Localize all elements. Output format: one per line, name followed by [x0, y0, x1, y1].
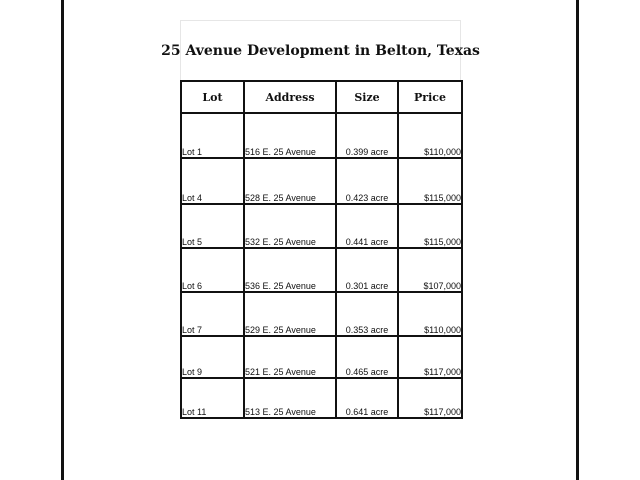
cell-size: 0.441 acre — [336, 204, 398, 248]
cell-address: 532 E. 25 Avenue — [244, 204, 336, 248]
cell-lot: Lot 1 — [181, 113, 244, 158]
header-price: Price — [398, 81, 462, 113]
header-address: Address — [244, 81, 336, 113]
header-lot: Lot — [181, 81, 244, 113]
table-row — [181, 248, 462, 292]
cell-size: 0.423 acre — [336, 158, 398, 204]
table-row — [181, 292, 462, 336]
cell-price: $117,000 — [398, 378, 462, 418]
cell-size: 0.301 acre — [336, 248, 398, 292]
header-size: Size — [336, 81, 398, 113]
cell-address: 516 E. 25 Avenue — [244, 113, 336, 158]
cell-size: 0.641 acre — [336, 378, 398, 418]
cell-address: 521 E. 25 Avenue — [244, 336, 336, 378]
lots-table — [180, 80, 463, 419]
table-row — [181, 113, 462, 158]
cell-lot: Lot 5 — [181, 204, 244, 248]
page-border-right — [576, 0, 579, 480]
cell-price: $117,000 — [398, 336, 462, 378]
table-row — [181, 378, 462, 418]
cell-address: 529 E. 25 Avenue — [244, 292, 336, 336]
cell-price: $115,000 — [398, 204, 462, 248]
lot-listing-document — [161, 20, 480, 419]
cell-lot: Lot 6 — [181, 248, 244, 292]
cell-lot: Lot 9 — [181, 336, 244, 378]
document-title: 25 Avenue Development in Belton, Texas — [161, 42, 480, 59]
cell-size: 0.399 acre — [336, 113, 398, 158]
cell-address: 536 E. 25 Avenue — [244, 248, 336, 292]
cell-size: 0.465 acre — [336, 336, 398, 378]
table-row — [181, 336, 462, 378]
cell-price: $107,000 — [398, 248, 462, 292]
cell-price: $110,000 — [398, 113, 462, 158]
title-box — [161, 20, 480, 80]
cell-price: $110,000 — [398, 292, 462, 336]
cell-lot: Lot 11 — [181, 378, 244, 418]
cell-lot: Lot 4 — [181, 158, 244, 204]
page-border-left — [61, 0, 64, 480]
cell-lot: Lot 7 — [181, 292, 244, 336]
table-row — [181, 158, 462, 204]
table-row — [181, 204, 462, 248]
cell-size: 0.353 acre — [336, 292, 398, 336]
cell-price: $115,000 — [398, 158, 462, 204]
cell-address: 513 E. 25 Avenue — [244, 378, 336, 418]
cell-address: 528 E. 25 Avenue — [244, 158, 336, 204]
table-header-row — [181, 81, 462, 113]
